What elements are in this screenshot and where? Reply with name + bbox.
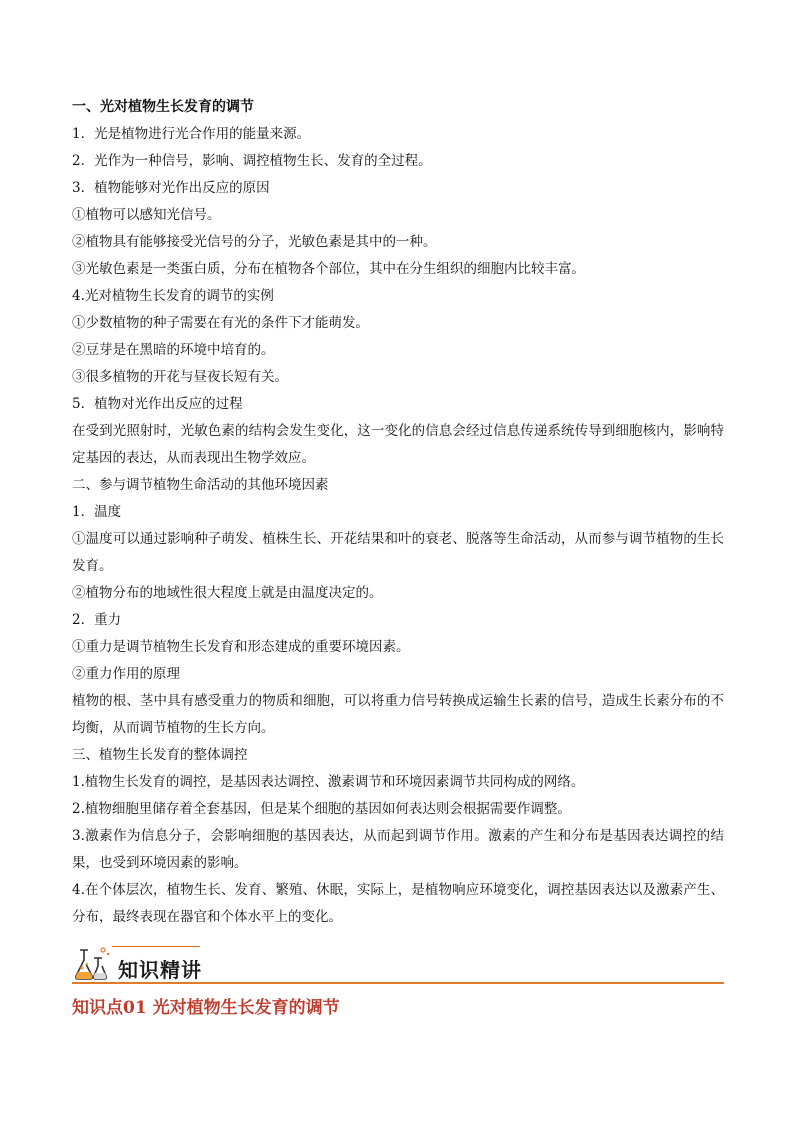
section-heading-overall: 三、植物生长发育的整体调控	[72, 747, 248, 763]
flask-icon	[72, 944, 112, 982]
text-line: 3．植物能够对光作出反应的原因	[72, 180, 270, 196]
text-line: ③很多植物的开花与昼夜长短有关。	[72, 369, 288, 385]
text-line: ②植物具有能够接受光信号的分子，光敏色素是其中的一种。	[72, 234, 437, 250]
text-line: 2．重力	[72, 612, 122, 628]
banner-divider	[72, 982, 724, 984]
text-line: 1．光是植物进行光合作用的能量来源。	[72, 126, 311, 142]
text-line: ①植物可以感知光信号。	[72, 207, 221, 223]
text-line: 1．温度	[72, 504, 122, 520]
text-line: 4.光对植物生长发育的调节的实例	[72, 288, 274, 304]
text-paragraph: 3.激素作为信息分子，会影响细胞的基因表达，从而起到调节作用。激素的产生和分布是基因表达调控的结果，也受到环境因素的影响。	[72, 828, 724, 871]
text-paragraph: 在受到光照射时，光敏色素的结构会发生变化，这一变化的信息会经过信息传递系统传导到细胞核内，影响特定基因的表达，从而表现出生物学效应。	[72, 423, 724, 466]
knowledge-point-title: 知识点01 光对植物生长发育的调节	[72, 998, 340, 1018]
text-line: ①少数植物的种子需要在有光的条件下才能萌发。	[72, 315, 369, 331]
text-line: 2．光作为一种信号，影响、调控植物生长、发育的全过程。	[72, 153, 432, 169]
section-heading-light: 一、光对植物生长发育的调节	[72, 99, 254, 115]
text-line: 2.植物细胞里储存着全套基因，但是某个细胞的基因如何表达则会根据需要作调整。	[72, 801, 571, 817]
text-paragraph: 植物的根、茎中具有感受重力的物质和细胞，可以将重力信号转换成运输生长素的信号，造成生长素分布的不均衡，从而调节植物的生长方向。	[72, 693, 724, 736]
text-paragraph: 4.在个体层次，植物生长、发育、繁殖、休眠，实际上，是植物响应环境变化，调控基因表达以及激素产生、分布，最终表现在器官和个体水平上的变化。	[72, 882, 724, 925]
text-line: ②重力作用的原理	[72, 666, 180, 682]
text-line: ②豆芽是在黑暗的环境中培育的。	[72, 342, 275, 358]
text-line: ③光敏色素是一类蛋白质，分布在植物各个部位，其中在分生组织的细胞内比较丰富。	[72, 261, 585, 277]
text-line: 5．植物对光作出反应的过程	[72, 396, 243, 412]
section-banner	[72, 944, 724, 984]
text-line: 1.植物生长发育的调控，是基因表达调控、激素调节和环境因素调节共同构成的网络。	[72, 774, 585, 790]
text-line: ①重力是调节植物生长发育和形态建成的重要环境因素。	[72, 639, 410, 655]
banner-title: 知识精讲	[118, 958, 202, 982]
section-heading-environment: 二、参与调节植物生命活动的其他环境因素	[72, 477, 329, 493]
text-paragraph: ①温度可以通过影响种子萌发、植株生长、开花结果和叶的衰老、脱落等生命活动，从而参与调节植物的生长发育。	[72, 531, 724, 574]
text-line: ②植物分布的地域性很大程度上就是由温度决定的。	[72, 585, 383, 601]
document-body	[72, 94, 724, 931]
banner-top-line	[112, 946, 200, 947]
